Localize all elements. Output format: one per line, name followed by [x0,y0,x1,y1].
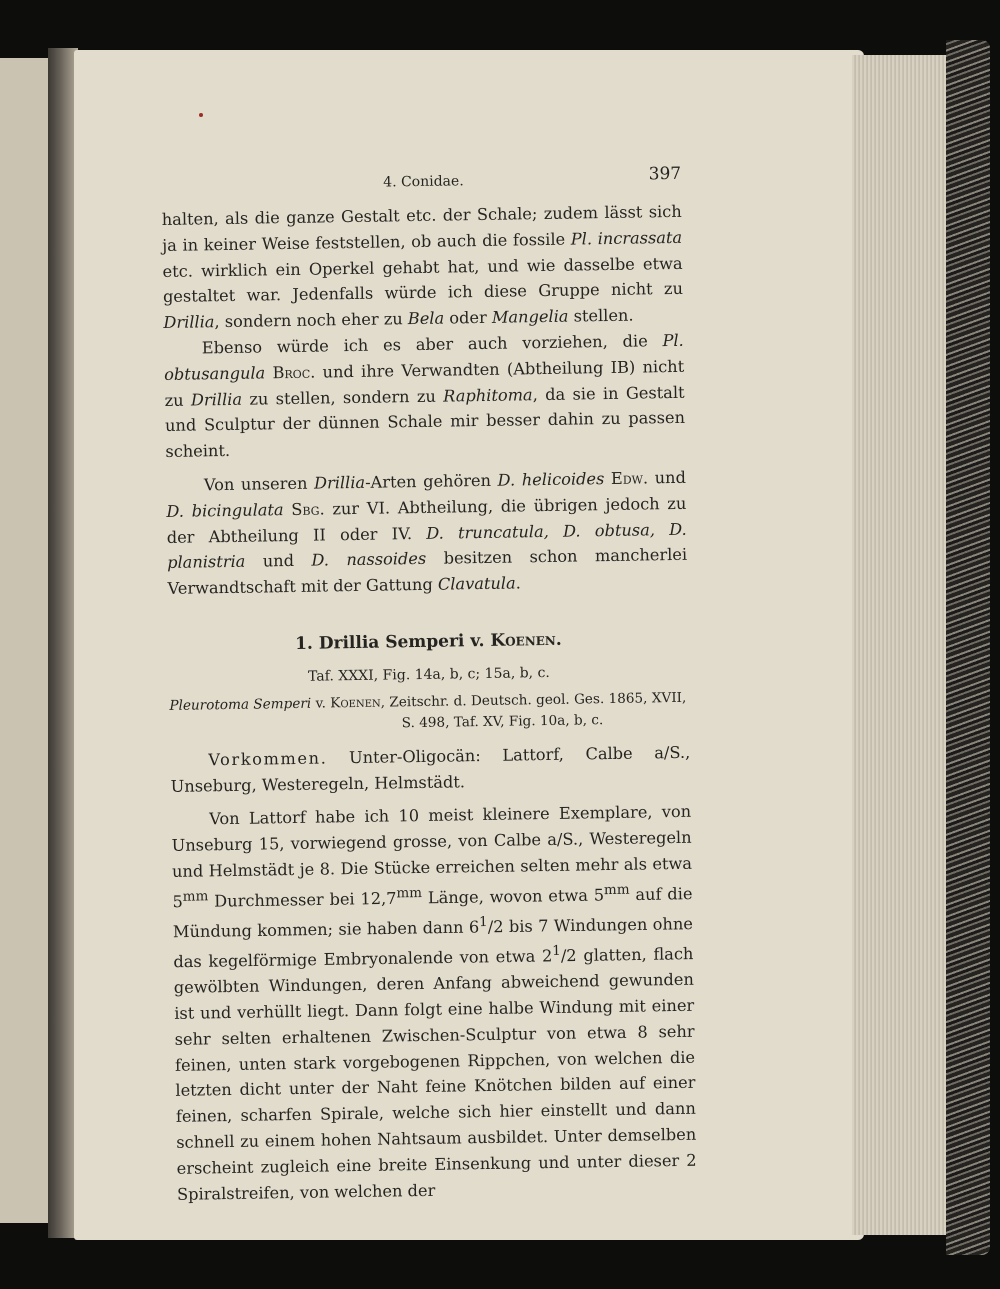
synonym-citation: Pleurotoma Semperi v. Koenen, Zeitschr. d. Deutsch. geol. Ges. 1865, XVII, S. 498, Taf. XV, Fig. 10a, b, c. [169,689,687,732]
page-edges [852,55,950,1235]
marbled-cover [946,40,990,1255]
species-heading: 1. Drillia Semperi v. Koenen. [294,629,562,654]
page-number: 397 [648,163,682,185]
paragraph-3: Von unseren Drillia-Arten gehören D. helicoides Edw. und D. bicingulata Sbg. zur VI. Abtheilung, die übrigen jedoch zu der Abtheilung II oder IV. D. truncatula, D. obtusa, D. planistria und D. nassoides besitzen schon mancherlei Verwandtschaft mit der Gattung Clavatula. [166,467,688,599]
paragraph-2: Ebenso würde ich es aber auch vorziehen, die Pl. obtusangula Broc. und ihre Verwandten (Abtheilung IB) nicht zu Drillia zu stellen, sondern zu Raphitoma, da sie in Gestalt und Sculptur der dünnen Schale mir besser dahin zu passen scheint. [164,330,686,462]
plate-reference: Taf. XXXI, Fig. 14a, b, c; 15a, b, c. [307,664,550,685]
running-head-title: 4. Conidae. [383,173,464,191]
paragraph-1: halten, als die ganze Gestalt etc. der Schale; zudem lässt sich ja in keiner Weise feststellen, ob auch die fossile Pl. incrassata etc. wirklich ein Operkel gehabt hat, und wie dasselbe etwa gestaltet war. Jedenfalls würde ich diese Gruppe nicht zu Drillia, sondern noch eher zu Bela oder Mangelia stellen. [161,201,684,333]
occurrence-paragraph: Vorkommen. Unter-Oligocän: Lattorf, Calbe a/S., Unseburg, Westeregeln, Helmstädt. [170,742,691,796]
ink-spot [199,113,203,117]
description-paragraph: Von Lattorf habe ich 10 meist kleinere Exemplare, von Unseburg 15, vorwiegend grosse, von Calbe a/S., Westeregeln und Helmstädt je 8. Die Stücke erreichen selten mehr als etwa $5^{mm}$ Durchmesser bei $12,7^{mm}$ Länge, wovon etwa $5^{mm}$ auf die Mündung kommen; sie haben dann $6^1/2$ bis 7 Windungen ohne das kegelförmige Embryonalende von etwa $2^1/2$ glatten, flach gewölbten Windungen, deren Anfang abweichend gewunden ist und verhüllt liegt. Dann folgt eine halbe Windung mit einer sehr selten erhaltenen Zwischen-Sculptur von etwa 8 sehr feinen, unten stark vorgebogenen Rippchen, von welchen die letzten dicht unter der Naht feine Knötchen bilden auf einer feinen, scharfen Spirale, welche sich hier einstellt und dann schnell zu einem hohen Nahtsaum ausbildet. Unter demselben erscheint zugleich eine breite Einsenkung und unter dieser 2 Spiralstreifen, von welchen der [171,802,697,1204]
page-text [161,162,697,1208]
left-page-edge [0,58,49,1223]
